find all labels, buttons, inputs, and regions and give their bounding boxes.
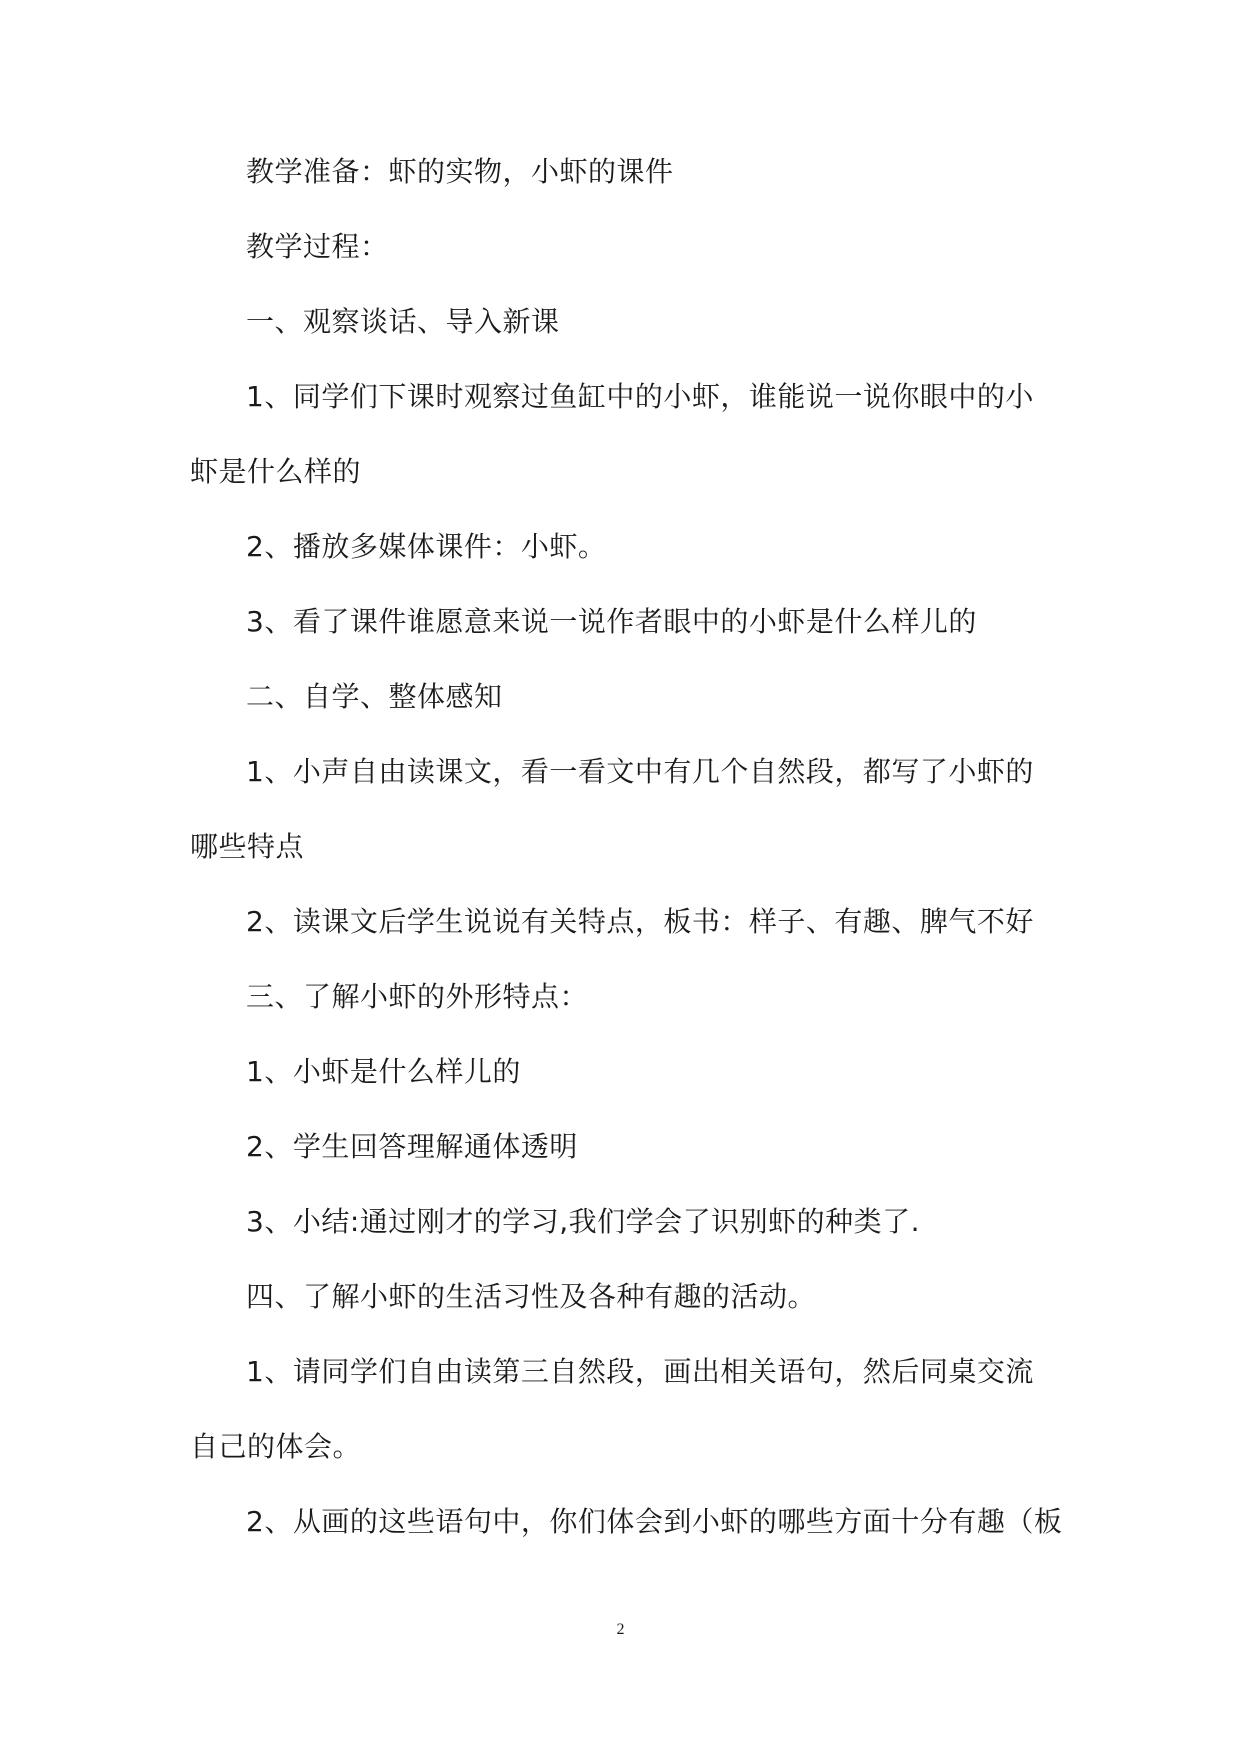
section-heading: 一、观察谈话、导入新课 [246, 305, 560, 338]
text-line: 自己的体会。 [190, 1430, 362, 1463]
text-line: 2、播放多媒体课件：小虾。 [246, 530, 607, 563]
text-line: 1、小声自由读课文，看一看文中有几个自然段，都写了小虾的 [246, 755, 1034, 788]
text-line: 2、学生回答理解通体透明 [246, 1130, 578, 1163]
text-line: 1、请同学们自由读第三自然段，画出相关语句，然后同桌交流 [246, 1355, 1034, 1388]
text-line: 教学准备：虾的实物，小虾的课件 [246, 155, 674, 188]
section-heading: 二、自学、整体感知 [246, 680, 503, 713]
section-heading: 三、了解小虾的外形特点： [246, 980, 589, 1013]
text-line: 1、小虾是什么样儿的 [246, 1055, 521, 1088]
text-line: 2、从画的这些语句中，你们体会到小虾的哪些方面十分有趣（板 [246, 1505, 1063, 1538]
text-line: 哪些特点 [190, 830, 305, 863]
text-line: 虾是什么样的 [190, 455, 362, 488]
text-line: 3、小结:通过刚才的学习,我们学会了识别虾的种类了. [246, 1205, 921, 1238]
text-line: 3、看了课件谁愿意来说一说作者眼中的小虾是什么样儿的 [246, 605, 977, 638]
page-number: 2 [616, 1621, 625, 1638]
text-line: 教学过程： [246, 230, 389, 263]
text-line: 1、同学们下课时观察过鱼缸中的小虾，谁能说一说你眼中的小 [246, 380, 1034, 413]
section-heading: 四、了解小虾的生活习性及各种有趣的活动。 [246, 1280, 817, 1313]
text-line: 2、读课文后学生说说有关特点，板书：样子、有趣、脾气不好 [246, 905, 1034, 938]
